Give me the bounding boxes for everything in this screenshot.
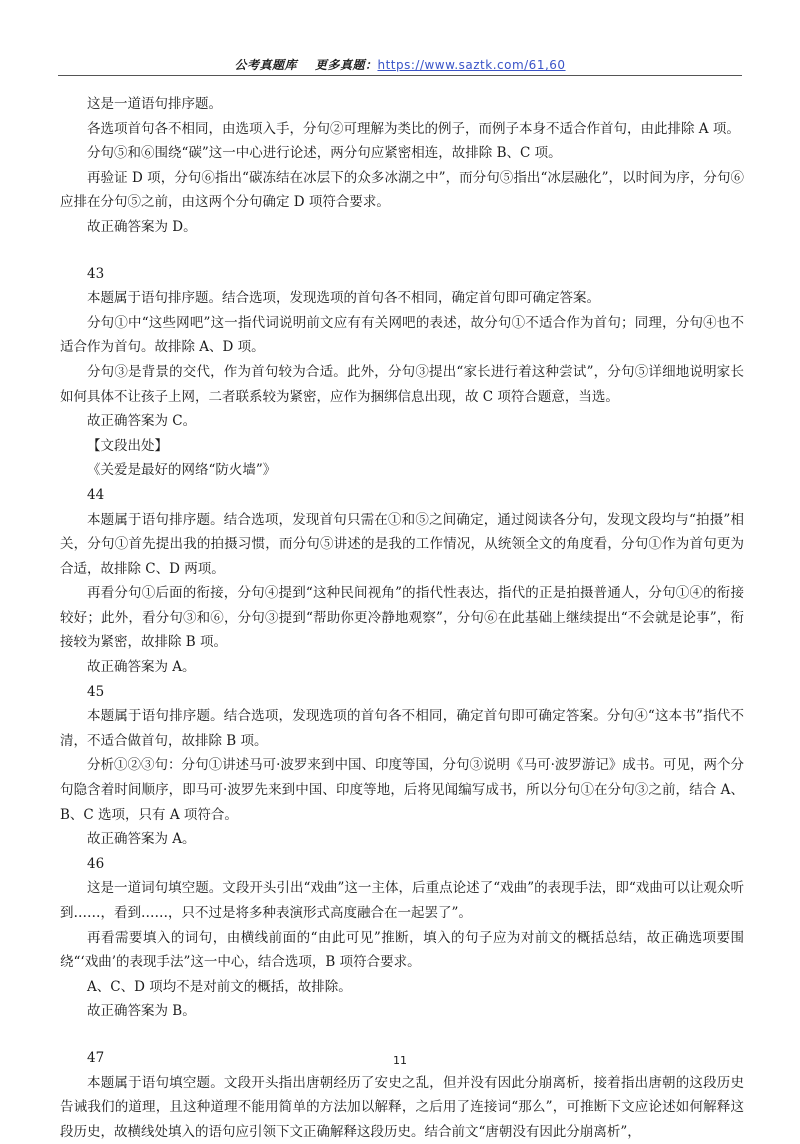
- paragraph: 分句①中“这些网吧”这一指代词说明前文应有有关网吧的表述，故分句①不适合作为首句；同理，分句④也不适合作为首句。故排除 A、D 项。: [60, 314, 744, 356]
- question-number: 46: [87, 855, 105, 872]
- paragraph: 故正确答案为 C。: [87, 413, 197, 430]
- paragraph: 【文段出处】: [87, 437, 168, 454]
- header-more-label: 更多真题：: [314, 58, 378, 72]
- paragraph: 分句⑤和⑥围绕“碳”这一中心进行论述，两分句应紧密相连，故排除 B、C 项。: [87, 145, 562, 162]
- question-number: 44: [87, 486, 105, 503]
- paragraph: 故正确答案为 A。: [87, 831, 196, 848]
- paragraph: 分析①②③句：分句①讲述马可·波罗来到中国、印度等国，分句③说明《马可·波罗游记》成书。可见，两个分句隐含着时间顺序，即马可·波罗先来到中国、印度等地，后将见闻编写成书，所以分句①在分句③之前，结合 A、B、C 选项，只有 A 项符合。: [60, 757, 744, 823]
- header-divider: [58, 75, 742, 76]
- page-number: 11: [393, 1054, 407, 1067]
- paragraph: 本题属于语句填空题。文段开头指出唐朝经历了安史之乱，但并没有因此分崩离析，接着指出唐朝的这段历史告诫我们的道理，且这种道理不能用简单的方法加以解释，之后用了连接词“那么”，可推断下文应论述如何解释这段历史，故横线处填入的语句应引领下文正确解释这段历史。结合前文“唐朝没有因此分崩离析”，: [60, 1074, 744, 1140]
- paragraph: 再验证 D 项，分句⑥指出“碳冻结在冰层下的众多冰湖之中”，而分句⑤指出“冰层融化”，以时间为序，分句⑥应排在分句⑤之前，由这两个分句确定 D 项符合要求。: [60, 169, 744, 211]
- blank-line: [60, 1024, 744, 1046]
- paragraph: 《关爱是最好的网络“防火墙”》: [87, 462, 277, 479]
- paragraph: A、C、D 项均不是对前文的概括，故排除。: [87, 978, 352, 995]
- blank-line: [60, 240, 744, 262]
- paragraph: 本题属于语句排序题。结合选项，发现选项的首句各不相同，确定首句即可确定答案。分句④“这本书”指代不清，不适合做首句，故排除 B 项。: [60, 708, 744, 749]
- question-number: 43: [87, 265, 105, 282]
- paragraph: 再看分句①后面的衔接，分句④提到“这种民间视角”的指代性表达，指代的正是拍摄普通人，分句①④的衔接较好；此外，看分句③和⑥，分句③提到“帮助你更冷静地观察”，分句⑥在此基础上继续提出“不会就是论事”，衔接较为紧密，故排除 B 项。: [60, 585, 744, 651]
- paragraph: 本题属于语句排序题。结合选项，发现首句只需在①和⑤之间确定，通过阅读各分句，发现文段均与“拍摄”相关，分句①首先提出我的拍摄习惯，而分句⑤讲述的是我的工作情况，从统领全文的角度看，分句①作为首句更为合适，故排除 C、D 两项。: [60, 511, 744, 577]
- page-header: [0, 56, 800, 73]
- header-site-name: 公考真题库: [234, 58, 297, 72]
- paragraph: 故正确答案为 B。: [87, 1003, 196, 1020]
- paragraph: 各选项首句各不相同，由选项入手，分句②可理解为类比的例子，而例子本身不适合作首句，由此排除 A 项。: [87, 120, 740, 137]
- paragraph: 再看需要填入的词句，由横线前面的“由此可见”推断，填入的句子应为对前文的概括总结，故正确选项要围绕“‘戏曲’的表现手法”这一中心，结合选项，B 项符合要求。: [60, 929, 744, 971]
- paragraph: 分句③是背景的交代，作为首句较为合适。此外，分句③提出“家长进行着这种尝试”，分句⑤详细地说明家长如何具体不让孩子上网，二者联系较为紧密，应作为捆绑信息出现，故 C 项符合题意，当选。: [60, 363, 744, 405]
- paragraph: 这是一道词句填空题。文段开头引出“戏曲”这一主体，后重点论述了“戏曲”的表现手法，即“戏曲可以让观众听到……，看到……，只不过是将多种表演形式高度融合在一起罢了”。: [60, 880, 744, 921]
- page-content: [60, 92, 744, 1144]
- header-url-link[interactable]: https://www.saztk.com/61,60: [377, 58, 566, 72]
- paragraph: 这是一道语句排序题。: [87, 96, 222, 112]
- question-number: 45: [87, 683, 105, 700]
- paragraph: 本题属于语句排序题。结合选项，发现选项的首句各不相同，确定首句即可确定答案。: [87, 290, 600, 307]
- question-number: 47: [87, 1049, 105, 1066]
- paragraph: 故正确答案为 A。: [87, 659, 196, 676]
- paragraph: 故正确答案为 D。: [87, 218, 197, 235]
